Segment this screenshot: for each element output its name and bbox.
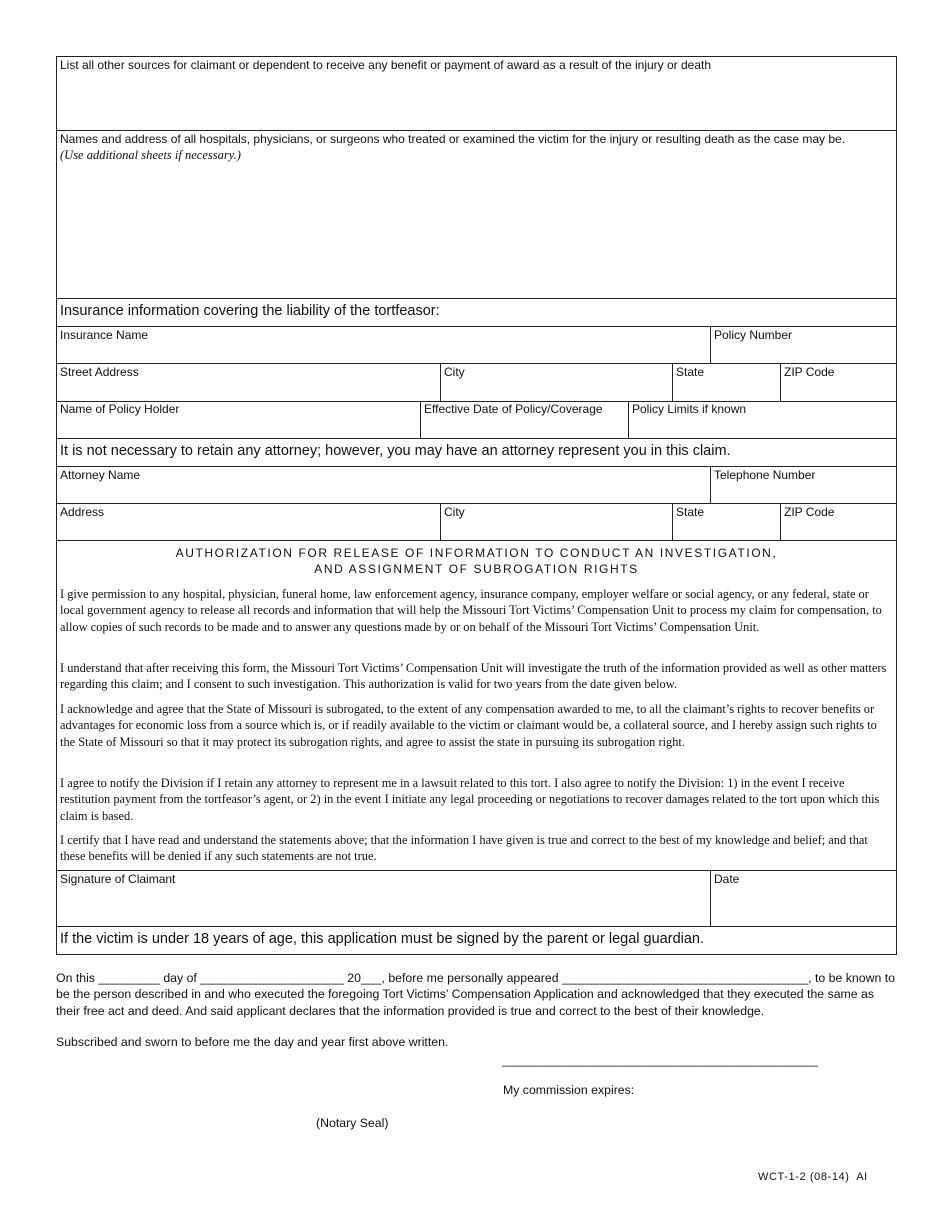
hospitals-label: Names and address of all hospitals, physicians, or surgeons who treated or examined the victim for the injury or resulting death as the case may be.	[60, 132, 846, 146]
attorney-name-input[interactable]	[60, 484, 704, 502]
authorization-title-line2: AND ASSIGNMENT OF SUBROGATION RIGHTS	[314, 562, 639, 576]
authorization-title-line1: AUTHORIZATION FOR RELEASE OF INFORMATION TO CONDUCT AN INVESTIGATION,	[175, 546, 778, 560]
policy-number-input[interactable]	[714, 344, 894, 362]
other-sources-label: List all other sources for claimant or dependent to receive any benefit or payment of award as a result of the injury or death	[60, 58, 712, 72]
authorization-paragraph-3: I acknowledge and agree that the State of Missouri is subrogated, to the extent of any compensation awarded to me, to all the claimant’s rights to recover benefits or advantages for economic loss from a source which is, or if readily available to the victim or claimant would be, a collateral source, and I hereby assign such rights to the State of Missouri so that it may protect its subrogation rights, and agree to assist the state in pursuing its subrogation right.	[60, 702, 877, 749]
attorney-heading: It is not necessary to retain any attorney; however, you may have an attorney represent you in this claim.	[60, 443, 731, 459]
insurance-city-label: City	[444, 365, 465, 379]
policy-limits-label: Policy Limits if known	[632, 402, 747, 416]
guardian-notice: If the victim is under 18 years of age, this application must be signed by the parent or legal guardian.	[60, 931, 705, 947]
policy-limits-input[interactable]	[632, 418, 894, 436]
attorney-state-label: State	[676, 505, 705, 519]
date-input[interactable]	[714, 890, 894, 922]
notary-seal-label: (Notary Seal)	[316, 1116, 389, 1130]
insurance-city-input[interactable]	[444, 381, 670, 399]
attorney-address-label: Address	[60, 505, 105, 519]
effective-date-input[interactable]	[424, 418, 626, 436]
attorney-city-label: City	[444, 505, 465, 519]
insurance-heading: Insurance information covering the liability of the tortfeasor:	[60, 303, 440, 319]
attorney-address-input[interactable]	[60, 521, 438, 539]
policy-holder-label: Name of Policy Holder	[60, 402, 180, 416]
attorney-phone-label: Telephone Number	[714, 468, 816, 482]
insurance-zip-label: ZIP Code	[784, 365, 835, 379]
policy-number-label: Policy Number	[714, 328, 793, 342]
attorney-zip-label: ZIP Code	[784, 505, 835, 519]
attorney-city-input[interactable]	[444, 521, 670, 539]
insurance-state-label: State	[676, 365, 705, 379]
insurance-name-input[interactable]	[60, 344, 704, 362]
hospitals-field[interactable]	[60, 166, 894, 298]
insurance-street-input[interactable]	[60, 381, 438, 399]
attorney-zip-input[interactable]	[784, 521, 894, 539]
other-sources-field[interactable]	[60, 76, 894, 130]
signature-input[interactable]	[60, 890, 704, 922]
subscribed-sworn-text: Subscribed and sworn to before me the day and year first above written.	[56, 1035, 449, 1049]
notary-signature-line: ______________________________________________	[502, 1053, 819, 1067]
commission-expires-label: My commission expires:	[503, 1083, 635, 1097]
insurance-street-label: Street Address	[60, 365, 139, 379]
policy-holder-input[interactable]	[60, 418, 418, 436]
authorization-paragraph-5: I certify that I have read and understand the statements above; that the information I have given is true and correct to the best of my knowledge and belief; and that these benefits will be denied if any such statements are not true.	[60, 833, 868, 864]
date-label: Date	[714, 872, 740, 886]
hospitals-note: (Use additional sheets if necessary.)	[60, 148, 241, 162]
signature-label: Signature of Claimant	[60, 872, 176, 886]
insurance-zip-input[interactable]	[784, 381, 894, 399]
authorization-paragraph-4: I agree to notify the Division if I retain any attorney to represent me in a lawsuit related to this tort. I also agree to notify the Division: 1) in the event I receive restitution payment from the tortfeasor’s agent, or 2) in the event I initiate any legal proceeding or negotiations to recover damages related to the tort upon which this claim is based.	[60, 776, 880, 823]
effective-date-label: Effective Date of Policy/Coverage	[424, 402, 603, 416]
insurance-name-label: Insurance Name	[60, 328, 149, 342]
notary-statement: On this _________ day of _____________________ 20___, before me personally appeared ____________________________________, to be known to be the person described in and who executed the foregoing Tort Victims’ Compensation Application and acknowledged that they executed the same as their free act and deed. And said applicant declares that the information provided is true and correct to the best of their knowledge.	[56, 971, 895, 1018]
attorney-name-label: Attorney Name	[60, 468, 141, 482]
insurance-state-input[interactable]	[676, 381, 778, 399]
authorization-paragraph-1: I give permission to any hospital, physician, funeral home, law enforcement agency, insurance company, employer welfare or social agency, or any federal, state or local government agency to release all records and information that will help the Missouri Tort Victims’ Compensation Unit to process my claim for compensation, to allow copies of such records to be made and to answer any questions made by or on behalf of the Missouri Tort Victims’ Compensation Unit.	[60, 587, 882, 634]
authorization-paragraph-2: I understand that after receiving this form, the Missouri Tort Victims’ Compensation Unit will investigate the truth of the information provided as well as other matters regarding this claim; and I consent to such investigation. This authorization is valid for two years from the date given below.	[60, 661, 887, 692]
attorney-phone-input[interactable]	[714, 484, 894, 502]
form-code: WCT-1-2 (08-14) AI	[758, 1171, 868, 1183]
attorney-state-input[interactable]	[676, 521, 778, 539]
